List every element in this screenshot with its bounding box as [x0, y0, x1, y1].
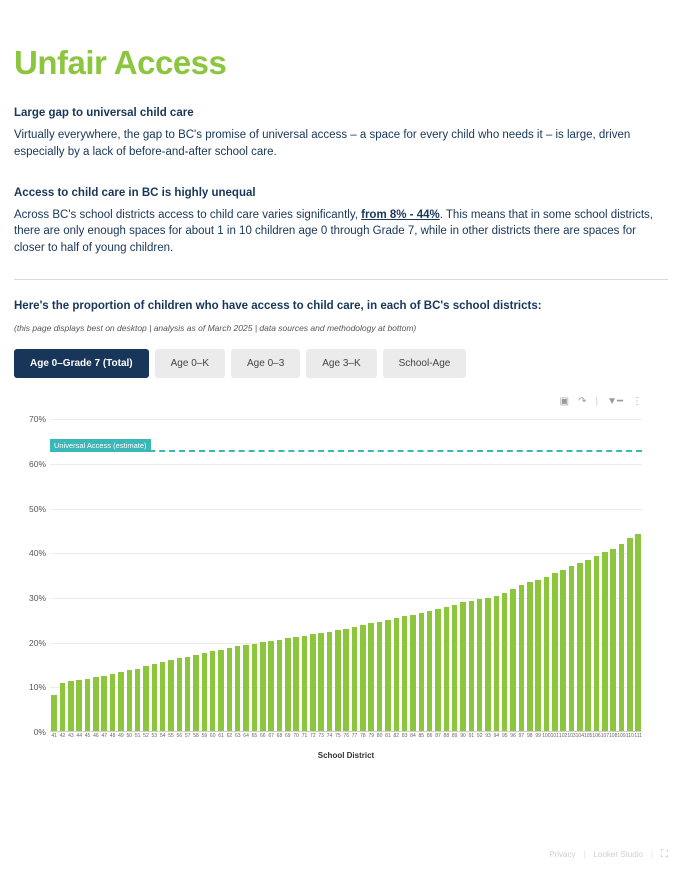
- bar[interactable]: [460, 602, 466, 732]
- bar[interactable]: [293, 637, 299, 732]
- bar-cell[interactable]: [259, 410, 267, 732]
- x-axis-tick-label: 61: [218, 733, 224, 740]
- bar[interactable]: [260, 642, 266, 732]
- bar-cell[interactable]: [342, 410, 350, 732]
- x-axis-tick-label: 86: [426, 733, 433, 740]
- tab-bar: [14, 349, 668, 378]
- bar[interactable]: [594, 556, 600, 732]
- bar[interactable]: [502, 593, 508, 733]
- bar-cell[interactable]: [442, 410, 450, 732]
- bar-cell[interactable]: [367, 410, 375, 732]
- section-body-2-highlight: from 8% - 44%: [361, 208, 440, 221]
- footer-separator: |: [583, 850, 586, 859]
- bar-cell[interactable]: [359, 410, 367, 732]
- x-axis-tick-label: 92: [476, 733, 483, 740]
- x-axis-tick-label: 103: [567, 733, 576, 740]
- bar[interactable]: [185, 657, 191, 733]
- x-axis-tick-label: 75: [335, 733, 341, 740]
- x-axis-tick-label: 69: [285, 733, 291, 740]
- section-body-1: Virtually everywhere, the gap to BC's promise of universal access – a space for every child who needs it – is large, driven especially by a lack of before-and-after school care.: [14, 129, 631, 158]
- x-axis-tick-label: 110: [625, 733, 634, 740]
- x-axis-tick-label: 64: [243, 733, 249, 740]
- bar-cell[interactable]: [384, 410, 392, 732]
- bar[interactable]: [101, 676, 107, 732]
- bar-cell[interactable]: [576, 410, 584, 732]
- x-axis-tick-label: 100: [542, 733, 551, 740]
- x-axis-tick-label: 104: [575, 733, 584, 740]
- tab-school-age[interactable]: School-Age: [383, 349, 467, 378]
- bar[interactable]: [619, 544, 625, 732]
- x-axis-tick-label: 48: [109, 733, 116, 740]
- bar-cell[interactable]: [50, 410, 58, 732]
- bar[interactable]: [602, 552, 608, 732]
- x-axis-tick-label: 78: [360, 733, 366, 740]
- bar[interactable]: [419, 613, 425, 732]
- bar-cell[interactable]: [551, 410, 559, 732]
- x-axis-tick-label: 43: [68, 733, 74, 740]
- looker-studio-link[interactable]: Looker Studio: [593, 850, 643, 859]
- x-axis-tick-label: 53: [151, 733, 158, 740]
- bar-cell[interactable]: [167, 410, 175, 732]
- bar[interactable]: [277, 640, 283, 733]
- bar-cell[interactable]: [100, 410, 108, 732]
- x-axis-tick-label: 84: [410, 733, 416, 740]
- x-axis-tick-label: 87: [435, 733, 441, 740]
- x-axis-tick-label: 46: [93, 733, 99, 740]
- bar-cell[interactable]: [300, 410, 308, 732]
- x-axis-tick-label: 52: [143, 733, 149, 740]
- bar[interactable]: [519, 585, 525, 732]
- bar-cell[interactable]: [400, 410, 408, 732]
- x-axis-tick-label: 91: [468, 733, 475, 740]
- x-axis-tick-label: 102: [558, 733, 568, 740]
- bar-cell[interactable]: [509, 410, 517, 732]
- x-axis-tick-label: 83: [401, 733, 408, 740]
- bar-cell[interactable]: [375, 410, 383, 732]
- y-axis-tick-label: 20%: [28, 637, 46, 648]
- x-axis-tick-label: 68: [276, 733, 283, 740]
- bar-cell[interactable]: [559, 410, 567, 732]
- bar-series: [50, 410, 642, 732]
- bar-cell[interactable]: [526, 410, 534, 732]
- bar[interactable]: [385, 620, 391, 732]
- x-axis-tick-label: 66: [259, 733, 266, 740]
- bar-cell[interactable]: [567, 410, 575, 732]
- x-axis-tick-label: 76: [343, 733, 349, 740]
- x-axis-tick-label: 47: [101, 733, 108, 740]
- bar[interactable]: [218, 650, 224, 732]
- bar-cell[interactable]: [484, 410, 492, 732]
- bar-cell[interactable]: [592, 410, 600, 732]
- page-title: Unfair Access: [14, 44, 227, 81]
- bar[interactable]: [243, 645, 249, 732]
- bar-cell[interactable]: [451, 410, 459, 732]
- x-axis-tick-label: 60: [209, 733, 216, 740]
- bar-cell[interactable]: [492, 410, 500, 732]
- x-axis-tick-label: 74: [326, 733, 333, 740]
- bar[interactable]: [143, 666, 149, 733]
- x-axis-tick-label: 62: [226, 733, 233, 740]
- section-body-2: [14, 207, 668, 257]
- x-axis-tick-label: 59: [201, 733, 208, 740]
- more-options-icon[interactable]: ⋮: [632, 395, 642, 407]
- bar[interactable]: [485, 598, 491, 733]
- bar-cell[interactable]: [158, 410, 166, 732]
- bar[interactable]: [327, 632, 333, 733]
- bar-cell[interactable]: [517, 410, 525, 732]
- x-axis-tick-label: 42: [59, 733, 66, 740]
- x-axis-tick-label: 65: [251, 733, 258, 740]
- filter-icon[interactable]: ▼━: [607, 395, 623, 407]
- bar-cell[interactable]: [334, 410, 342, 732]
- y-axis-tick-label: 40%: [28, 548, 46, 559]
- bar-cell[interactable]: [225, 410, 233, 732]
- x-axis-line: [50, 731, 642, 732]
- bar[interactable]: [427, 611, 433, 732]
- bar-cell[interactable]: [234, 410, 242, 732]
- x-axis-tick-label: 50: [126, 733, 133, 740]
- x-axis-tick-label: 67: [268, 733, 274, 740]
- bar[interactable]: [252, 644, 258, 733]
- bar-cell[interactable]: [459, 410, 467, 732]
- bar[interactable]: [318, 633, 324, 732]
- chart-plot-area: [14, 410, 643, 761]
- bar-cell[interactable]: [584, 410, 592, 732]
- bar[interactable]: [560, 570, 566, 732]
- bar[interactable]: [535, 580, 541, 733]
- section-heading-1: Large gap to universal child care: [14, 107, 194, 120]
- x-axis-tick-label: 73: [318, 733, 324, 740]
- chart-lead-text: Here's the proportion of children who have access to child care, in each of BC's school districts:: [14, 299, 542, 312]
- divider: [14, 279, 668, 280]
- tab-age-0-grade-7[interactable]: Age 0–Grade 7 (Total): [14, 349, 149, 378]
- x-axis-tick-label: 51: [134, 733, 141, 740]
- bar[interactable]: [177, 658, 183, 732]
- chart-toolbar: [560, 396, 642, 407]
- bar-cell[interactable]: [425, 410, 433, 732]
- bar-cell[interactable]: [617, 410, 625, 732]
- y-axis-tick-label: 70%: [28, 414, 46, 425]
- x-axis-tick-label: 95: [501, 733, 508, 740]
- bar-cell[interactable]: [392, 410, 400, 732]
- bar[interactable]: [168, 660, 174, 732]
- section-body-2-pre: Across BC's school districts access to child care varies significantly,: [14, 208, 362, 221]
- section-heading-2: Access to child care in BC is highly unequal: [14, 186, 256, 199]
- bar-cell[interactable]: [150, 410, 158, 732]
- bar[interactable]: [202, 653, 208, 732]
- x-axis-tick-label: 71: [301, 733, 308, 740]
- bar[interactable]: [193, 655, 199, 732]
- x-axis-tick-label: 81: [385, 733, 391, 740]
- bar[interactable]: [335, 630, 341, 732]
- x-axis-title: School District: [317, 751, 375, 761]
- bar-cell[interactable]: [83, 410, 91, 732]
- x-axis-tick-label: 63: [234, 733, 241, 740]
- bar[interactable]: [343, 629, 349, 732]
- universal-access-line: [50, 441, 642, 452]
- bar-cell[interactable]: [75, 410, 83, 732]
- x-axis-tick-label: 41: [51, 733, 57, 740]
- x-axis-tick-label: 82: [393, 733, 400, 740]
- bar-cell[interactable]: [409, 410, 417, 732]
- bar-cell[interactable]: [325, 410, 333, 732]
- bar[interactable]: [368, 623, 374, 732]
- bar[interactable]: [310, 634, 316, 732]
- bar[interactable]: [85, 679, 91, 733]
- x-axis-tick-label: 96: [510, 733, 516, 740]
- x-axis-tick-label: 106: [592, 733, 601, 740]
- chart-container: [14, 396, 668, 776]
- bar[interactable]: [76, 680, 82, 732]
- bar-cell[interactable]: [242, 410, 250, 732]
- chart-edit-icon[interactable]: ▣: [559, 395, 570, 407]
- bar[interactable]: [210, 651, 216, 732]
- bar[interactable]: [402, 616, 408, 732]
- bar[interactable]: [110, 674, 116, 732]
- x-axis-tick-label: 85: [418, 733, 425, 740]
- bar[interactable]: [544, 577, 550, 733]
- y-axis-tick-label: 50%: [28, 503, 46, 514]
- bar-cell[interactable]: [117, 410, 125, 732]
- bar[interactable]: [235, 646, 241, 732]
- bar-cell[interactable]: [467, 410, 475, 732]
- share-icon[interactable]: ↷: [578, 395, 587, 407]
- bar-cell[interactable]: [184, 410, 192, 732]
- x-axis-tick-label: 88: [443, 733, 450, 740]
- bar[interactable]: [68, 681, 74, 732]
- bar-cell[interactable]: [542, 410, 550, 732]
- bar-cell[interactable]: [92, 410, 100, 732]
- x-axis-tick-label: 70: [293, 733, 299, 740]
- bar[interactable]: [627, 538, 633, 732]
- bar[interactable]: [610, 549, 616, 732]
- bar[interactable]: [118, 672, 124, 732]
- x-axis-tick-label: 45: [84, 733, 91, 740]
- bar[interactable]: [352, 627, 358, 732]
- bar[interactable]: [377, 622, 383, 732]
- x-axis-tick-label: 49: [118, 733, 124, 740]
- bar-cell[interactable]: [200, 410, 208, 732]
- x-axis-tick-label: 72: [310, 733, 316, 740]
- bar[interactable]: [160, 662, 166, 732]
- bar-cell[interactable]: [626, 410, 634, 732]
- bar[interactable]: [435, 609, 441, 732]
- x-axis-tick-label: 111: [634, 733, 643, 740]
- bar[interactable]: [93, 677, 99, 732]
- section-body-2-post: . This means that in some school districts, there are only enough spaces for about 1 in 10 children age 0 through Grade 7, while in other districts there are spaces for closer to half of young children.: [14, 208, 653, 254]
- bar-cell[interactable]: [275, 410, 283, 732]
- bar-cell[interactable]: [350, 410, 358, 732]
- bar-cell[interactable]: [284, 410, 292, 732]
- y-axis-tick-label: 10%: [28, 682, 46, 693]
- bar[interactable]: [469, 601, 475, 732]
- bar[interactable]: [127, 670, 133, 732]
- x-axis-tick-label: 101: [550, 733, 559, 740]
- bar[interactable]: [477, 599, 483, 732]
- x-axis-tick-label: 90: [460, 733, 466, 740]
- bar-cell[interactable]: [142, 410, 150, 732]
- chart-footer: [549, 849, 668, 860]
- x-axis-tick-label: 44: [76, 733, 82, 740]
- x-axis-tick-label: 94: [493, 733, 500, 740]
- bar-cell[interactable]: [609, 410, 617, 732]
- bar[interactable]: [635, 534, 641, 732]
- bar[interactable]: [444, 607, 450, 732]
- privacy-link[interactable]: Privacy: [549, 850, 576, 859]
- x-axis-tick-label: 107: [600, 733, 610, 740]
- x-axis-tick-label: 79: [368, 733, 375, 740]
- chart-note: (this page displays best on desktop | analysis as of March 2025 | data sources and methodology at bottom): [14, 323, 417, 334]
- bar-cell[interactable]: [217, 410, 225, 732]
- bar-cell[interactable]: [476, 410, 484, 732]
- bar[interactable]: [569, 566, 575, 732]
- x-axis-tick-label: 56: [176, 733, 183, 740]
- x-axis-tick-label: 54: [159, 733, 166, 740]
- bar-cell[interactable]: [292, 410, 300, 732]
- bar[interactable]: [51, 695, 57, 732]
- x-axis-tick-label: 93: [485, 733, 491, 740]
- y-axis-tick-label: 60%: [28, 458, 46, 469]
- tab-age-3-k[interactable]: Age 3–K: [306, 349, 376, 378]
- bar-cell[interactable]: [250, 410, 258, 732]
- bar-cell[interactable]: [417, 410, 425, 732]
- tab-age-0-k[interactable]: Age 0–K: [155, 349, 225, 378]
- tab-age-0-3[interactable]: Age 0–3: [231, 349, 300, 378]
- y-axis-tick-label: 30%: [28, 592, 46, 603]
- footer-separator-2: |: [650, 850, 653, 859]
- bar-cell[interactable]: [634, 410, 642, 732]
- bar[interactable]: [302, 636, 308, 733]
- bar[interactable]: [585, 560, 591, 733]
- bar[interactable]: [135, 669, 141, 733]
- x-axis-tick-label: 58: [193, 733, 199, 740]
- bar-cell[interactable]: [58, 410, 66, 732]
- x-axis-tick-label: 77: [351, 733, 358, 740]
- bar[interactable]: [394, 618, 400, 732]
- y-axis-tick-label: 0%: [33, 727, 46, 738]
- bar-cell[interactable]: [534, 410, 542, 732]
- bar-cell[interactable]: [175, 410, 183, 732]
- x-axis-tick-label: 55: [168, 733, 174, 740]
- bar-cell[interactable]: [125, 410, 133, 732]
- bar[interactable]: [452, 605, 458, 732]
- bar-cell[interactable]: [133, 410, 141, 732]
- bar-cell[interactable]: [501, 410, 509, 732]
- bar[interactable]: [60, 683, 66, 732]
- x-axis-tick-label: 108: [609, 733, 618, 740]
- bar[interactable]: [227, 648, 233, 732]
- bar[interactable]: [577, 563, 583, 732]
- bar[interactable]: [527, 582, 533, 732]
- fullscreen-icon[interactable]: ⛶: [661, 849, 668, 860]
- bar-cell[interactable]: [209, 410, 217, 732]
- bar[interactable]: [410, 615, 416, 733]
- page-container: [0, 45, 682, 876]
- x-axis-tick-labels: [50, 733, 642, 749]
- x-axis-tick-label: 109: [617, 733, 626, 740]
- y-axis: [14, 410, 50, 738]
- bar[interactable]: [285, 638, 291, 732]
- bar-cell[interactable]: [192, 410, 200, 732]
- x-axis-tick-label: 57: [184, 733, 191, 740]
- x-axis-tick-label: 80: [376, 733, 383, 740]
- bar[interactable]: [552, 573, 558, 732]
- bar[interactable]: [152, 664, 158, 732]
- toolbar-separator: |: [595, 396, 599, 408]
- bar[interactable]: [510, 589, 516, 732]
- bar-cell[interactable]: [309, 410, 317, 732]
- x-axis-tick-label: 89: [451, 733, 458, 740]
- bar-cell[interactable]: [267, 410, 275, 732]
- bar[interactable]: [268, 641, 274, 732]
- bar-cell[interactable]: [67, 410, 75, 732]
- x-axis-tick-label: 105: [584, 733, 593, 740]
- bar-cell[interactable]: [434, 410, 442, 732]
- bar[interactable]: [494, 596, 500, 732]
- x-axis-tick-label: 97: [518, 733, 525, 740]
- bar[interactable]: [360, 625, 366, 732]
- chart-grid: [50, 410, 642, 732]
- universal-access-label: Universal Access (estimate): [50, 439, 151, 452]
- x-axis-tick-label: 98: [526, 733, 533, 740]
- bar-cell[interactable]: [108, 410, 116, 732]
- x-axis-tick-label: 99: [535, 733, 541, 740]
- bar-cell[interactable]: [601, 410, 609, 732]
- bar-cell[interactable]: [317, 410, 325, 732]
